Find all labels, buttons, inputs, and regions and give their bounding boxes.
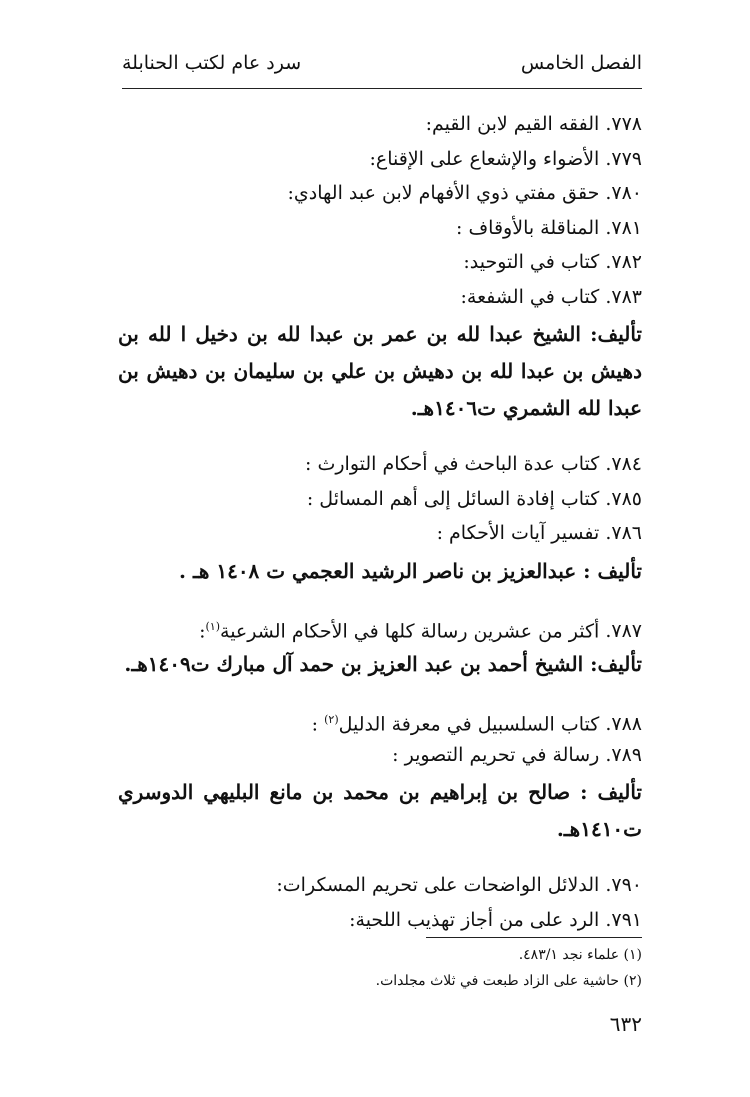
item-title: كتاب في الشفعة: [460, 285, 600, 308]
item-number: ٧٨٤. [605, 453, 642, 475]
item-title: الأضواء والإشعاع على الإقناع: [369, 147, 600, 170]
item-number: ٧٨٥. [605, 487, 642, 510]
item-title: الفقه القيم لابن القيم: [425, 113, 600, 135]
list-item [118, 280, 642, 315]
page-number: ٦٣٢ [609, 1012, 642, 1036]
footnotes [300, 942, 642, 994]
item-tail: : [311, 713, 325, 736]
footnote-ref: (١) [205, 619, 221, 633]
list-item [118, 868, 642, 903]
footnote-mark: (١) [623, 947, 642, 963]
list-item [118, 516, 642, 551]
item-number: ٧٨٩. [605, 743, 642, 766]
item-number: ٧٨٣. [605, 285, 642, 308]
item-number: ٧٨٧. [605, 619, 642, 642]
item-title: الدلائل الواضحات على تحريم المسكرات: [276, 874, 600, 896]
footnote-rule [426, 937, 642, 938]
item-title: كتاب السلسبيل في معرفة الدليل [338, 713, 600, 736]
footnote-mark: (٢) [623, 973, 642, 989]
item-title: الرد على من أجاز تهذيب اللحية: [349, 908, 600, 931]
item-title: حقق مفتي ذوي الأفهام لابن عبد الهادي: [287, 182, 600, 204]
item-number: ٧٩٠. [605, 874, 642, 896]
item-number: ٧٨٨. [605, 713, 642, 736]
item-number: ٧٧٩. [605, 147, 642, 170]
item-number: ٧٧٨. [605, 113, 642, 135]
list-item [118, 447, 642, 482]
author-line: تأليف : صالح بن إبراهيم بن محمد بن مانع البليهي الدوسري ت١٤١٠هـ. [118, 780, 642, 841]
footnote [300, 968, 642, 994]
chapter-title: الفصل الخامس [520, 52, 642, 74]
header-rule [122, 88, 642, 89]
footnote-text: علماء نجد ٤٨٣/١. [518, 947, 620, 963]
section-title: سرد عام لكتب الحنابلة [122, 52, 302, 74]
list-item [118, 610, 642, 645]
item-number: ٧٩١. [605, 908, 642, 931]
list-item [118, 703, 642, 738]
item-tail: : [199, 619, 206, 642]
list-item [118, 176, 642, 211]
item-title: رسالة في تحريم التصوير : [392, 743, 600, 766]
item-number: ٧٨٦. [605, 522, 642, 544]
list-item [118, 738, 642, 773]
list-item [118, 482, 642, 517]
item-title: كتاب عدة الباحث في أحكام التوارث : [305, 453, 600, 475]
list-item [118, 903, 642, 938]
item-title: تفسير آيات الأحكام : [436, 522, 600, 544]
item-title: كتاب إفادة السائل إلى أهم المسائل : [306, 487, 600, 510]
item-title: أكثر من عشرين رسالة كلها في الأحكام الشرعية [220, 619, 600, 642]
list-item [118, 245, 642, 280]
footnote-ref: (٢) [324, 713, 339, 726]
list-item [118, 107, 642, 142]
author-line: تأليف: الشيخ عبدا لله بن عمر بن عبدا لله بن دخيل ا لله بن دهيش بن عبدا لله بن دهيش بن علي بن سليمان بن دهيش بن عبدا لله الشمري ت١٤٠٦هـ. [118, 322, 642, 420]
author-line: تأليف : عبدالعزيز بن ناصر الرشيد العجمي ت ١٤٠٨ هـ . [179, 558, 642, 583]
list-item [118, 211, 642, 246]
item-title: المناقلة بالأوقاف : [456, 216, 600, 239]
list-item [118, 142, 642, 177]
footnote [300, 942, 642, 968]
item-number: ٧٨١. [605, 216, 642, 239]
book-list [118, 107, 642, 937]
author-line: تأليف: الشيخ أحمد بن عبد العزيز بن حمد آل مبارك ت١٤٠٩هـ. [124, 652, 642, 676]
item-number: ٧٨٢. [605, 251, 642, 273]
item-title: كتاب في التوحيد: [463, 251, 600, 273]
footnote-text: حاشية على الزاد طبعت في ثلاث مجلدات. [375, 973, 620, 989]
running-header [122, 52, 642, 82]
item-number: ٧٨٠. [605, 182, 642, 204]
